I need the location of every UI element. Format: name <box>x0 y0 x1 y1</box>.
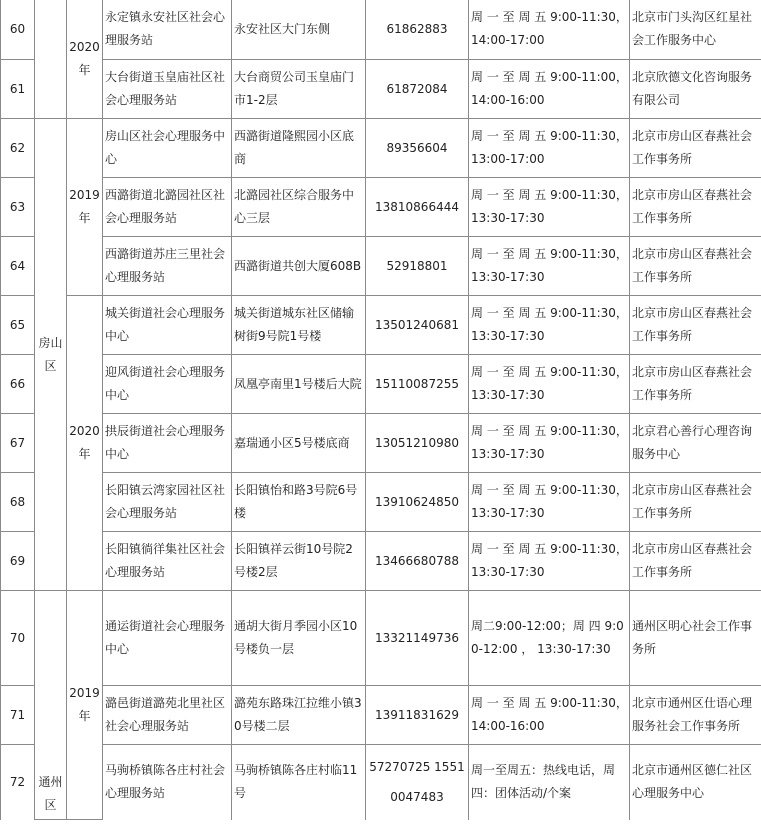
station-address: 马驹桥镇陈各庄村临11号 <box>232 745 366 820</box>
station-address: 西潞街道共创大厦608B <box>232 237 366 296</box>
row-number: 68 <box>1 473 35 532</box>
station-name: 西潞街道苏庄三里社会心理服务站 <box>103 237 232 296</box>
station-org: 北京市房山区春燕社会工作事务所 <box>630 355 761 414</box>
station-address: 嘉瑞通小区5号楼底商 <box>232 414 366 473</box>
station-name: 迎风街道社会心理服务中心 <box>103 355 232 414</box>
station-name: 潞邑街道潞苑北里社区社会心理服务站 <box>103 686 232 745</box>
station-hours: 周 一 至 周 五 9:00-11:30，13:30-17:30 <box>469 296 630 355</box>
station-address: 城关街道城东社区储输树街9号院1号楼 <box>232 296 366 355</box>
station-org: 北京市房山区春燕社会工作事务所 <box>630 532 761 591</box>
district-cell <box>35 591 67 820</box>
table-row <box>1 60 761 119</box>
station-phone: 57270725 15510047483 <box>366 745 469 820</box>
station-phone: 52918801 <box>366 237 469 296</box>
station-name: 西潞街道北潞园社区社会心理服务站 <box>103 178 232 237</box>
station-phone: 89356604 <box>366 119 469 178</box>
station-hours: 周 一 至 周 五 9:00-11:30，14:00-17:00 <box>469 0 630 60</box>
table-row <box>1 591 761 686</box>
station-phone: 13910624850 <box>366 473 469 532</box>
station-hours: 周 一 至 周 五 9:00-11:30，13:30-17:30 <box>469 178 630 237</box>
year-cell: 2019年 <box>67 119 103 296</box>
station-phone: 61872084 <box>366 60 469 119</box>
row-number: 64 <box>1 237 35 296</box>
district-label: 通州区 <box>38 775 63 812</box>
year-cell: 2020年 <box>67 296 103 591</box>
station-phone: 13501240681 <box>366 296 469 355</box>
table-row <box>1 296 761 355</box>
station-org: 北京君心善行心理咨询服务中心 <box>630 414 761 473</box>
district-cell <box>35 0 67 119</box>
station-name: 马驹桥镇陈各庄村社会心理服务站 <box>103 745 232 820</box>
station-org: 通州区明心社会工作事务所 <box>630 591 761 686</box>
station-phone: 13911831629 <box>366 686 469 745</box>
row-number: 69 <box>1 532 35 591</box>
row-number: 65 <box>1 296 35 355</box>
year-cell: 2019年 <box>67 591 103 820</box>
station-name: 长阳镇云湾家园社区社会心理服务站 <box>103 473 232 532</box>
station-hours: 周 一 至 周 五 9:00-11:30，13:30-17:30 <box>469 532 630 591</box>
station-org: 北京市房山区春燕社会工作事务所 <box>630 119 761 178</box>
station-org: 北京市通州区德仁社区心理服务中心 <box>630 745 761 820</box>
station-address: 长阳镇怡和路3号院6号楼 <box>232 473 366 532</box>
station-phone: 13810866444 <box>366 178 469 237</box>
table-row <box>1 119 761 178</box>
table-row <box>1 686 761 745</box>
station-org: 北京市房山区春燕社会工作事务所 <box>630 473 761 532</box>
table-row <box>1 355 761 414</box>
station-name: 大台街道玉皇庙社区社会心理服务站 <box>103 60 232 119</box>
row-number: 62 <box>1 119 35 178</box>
year-cell: 2020年 <box>67 0 103 119</box>
station-name: 房山区社会心理服务中心 <box>103 119 232 178</box>
station-org: 北京市房山区春燕社会工作事务所 <box>630 237 761 296</box>
station-org: 北京市房山区春燕社会工作事务所 <box>630 178 761 237</box>
row-number: 63 <box>1 178 35 237</box>
row-number: 61 <box>1 60 35 119</box>
station-hours: 周二9:00-12:00；周 四 9:00-12:00 ， 13:30-17:30 <box>469 591 630 686</box>
station-name: 通运街道社会心理服务中心 <box>103 591 232 686</box>
row-number: 70 <box>1 591 35 686</box>
table-row <box>1 237 761 296</box>
station-address: 通胡大街月季园小区10号楼负一层 <box>232 591 366 686</box>
station-org: 北京市门头沟区红星社会工作服务中心 <box>630 0 761 60</box>
table-row <box>1 414 761 473</box>
station-hours: 周 一 至 周 五 9:00-11:30，13:00-17:00 <box>469 119 630 178</box>
row-number: 67 <box>1 414 35 473</box>
district-cell: 房山区 <box>35 119 67 591</box>
station-phone: 13466680788 <box>366 532 469 591</box>
station-hours: 周 一 至 周 五 9:00-11:30，13:30-17:30 <box>469 355 630 414</box>
row-number: 60 <box>1 0 35 60</box>
station-hours: 周 一 至 周 五 9:00-11:30，13:30-17:30 <box>469 473 630 532</box>
table-row <box>1 473 761 532</box>
station-address: 永安社区大门东侧 <box>232 0 366 60</box>
station-hours: 周 一 至 周 五 9:00-11:30，14:00-16:00 <box>469 686 630 745</box>
station-org: 北京市通州区仕语心理服务社会工作事务所 <box>630 686 761 745</box>
table-row <box>1 745 761 820</box>
row-number: 72 <box>1 745 35 820</box>
station-phone: 13051210980 <box>366 414 469 473</box>
station-phone: 13321149736 <box>366 591 469 686</box>
row-number: 66 <box>1 355 35 414</box>
station-hours: 周 一 至 周 五 9:00-11:00，14:00-16:00 <box>469 60 630 119</box>
station-org: 北京欣德文化咨询服务有限公司 <box>630 60 761 119</box>
table-row <box>1 0 761 60</box>
station-hours: 周 一 至 周 五 9:00-11:30，13:30-17:30 <box>469 237 630 296</box>
station-address: 大台商贸公司玉皇庙门市1-2层 <box>232 60 366 119</box>
station-name: 永定镇永安社区社会心理服务站 <box>103 0 232 60</box>
station-name: 城关街道社会心理服务中心 <box>103 296 232 355</box>
station-address: 长阳镇祥云街10号院2号楼2层 <box>232 532 366 591</box>
station-org: 北京市房山区春燕社会工作事务所 <box>630 296 761 355</box>
row-number: 71 <box>1 686 35 745</box>
station-name: 拱辰街道社会心理服务中心 <box>103 414 232 473</box>
station-name: 长阳镇徜徉集社区社会心理服务站 <box>103 532 232 591</box>
station-address: 北潞园社区综合服务中心三层 <box>232 178 366 237</box>
station-address: 凤凰亭南里1号楼后大院 <box>232 355 366 414</box>
station-phone: 61862883 <box>366 0 469 60</box>
station-phone: 15110087255 <box>366 355 469 414</box>
station-address: 西潞街道隆熙园小区底商 <box>232 119 366 178</box>
station-address: 潞苑东路珠江拉维小镇30号楼二层 <box>232 686 366 745</box>
station-hours: 周 一 至 周 五 9:00-11:30，13:30-17:30 <box>469 414 630 473</box>
station-hours: 周一至周五：热线电话，周四：团体活动/个案 <box>469 745 630 820</box>
table-row <box>1 532 761 591</box>
table-row <box>1 178 761 237</box>
